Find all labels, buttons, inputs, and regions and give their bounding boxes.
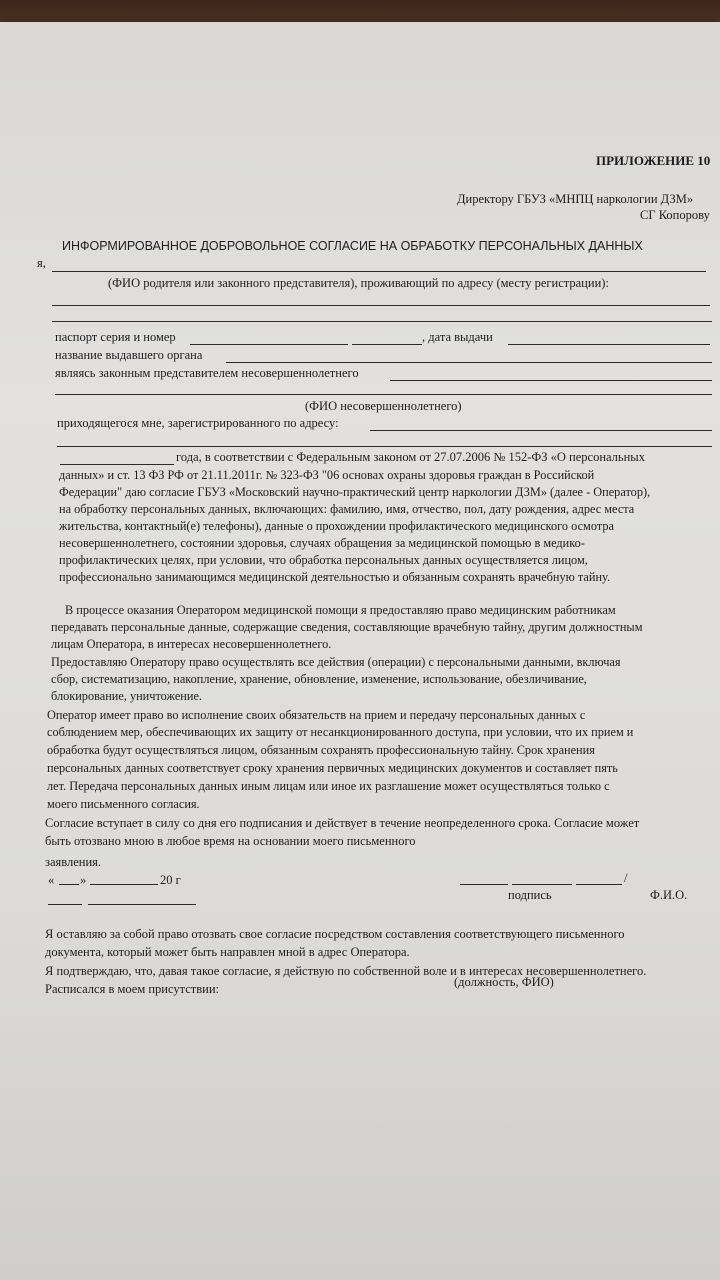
p4-line-4: персональных данных соответствует сроку хранения первичных медицинских документов и составляет пять: [47, 761, 618, 775]
p2-line-1: В процессе оказания Оператором медицинской помощи я предоставляю право медицинским работникам: [65, 603, 616, 617]
date-month-line: [90, 884, 158, 885]
address-line-2: [52, 321, 712, 322]
document-page: [0, 22, 720, 1280]
p5-line-2: быть отозвано мною в любое время на основании моего письменного: [45, 834, 416, 848]
signature-caption: подпись: [508, 888, 552, 902]
signature-slash: /: [624, 871, 628, 885]
document-title: ИНФОРМИРОВАННОЕ ДОБРОВОЛЬНОЕ СОГЛАСИЕ НА ОБРАБОТКУ ПЕРСОНАЛЬНЫХ ДАННЫХ: [62, 239, 643, 253]
minor-fio-line: [390, 380, 712, 381]
p1-line-4: на обработку персональных данных, включающих: фамилию, имя, отчество, пол, дату рождения, адрес места: [59, 502, 635, 516]
p1-line-6: несовершеннолетнего, состоянии здоровья, случаях обращения за медицинской помощью в медико-: [59, 536, 585, 550]
p1-line-7: профилактических целях, при условии, что обработка персональных данных осуществляется лицом,: [59, 553, 588, 567]
fio-parent-line: [52, 271, 706, 272]
p3-line-2: сбор, систематизацию, накопление, хранение, обновление, изменение, использование, обезличивание,: [51, 672, 587, 686]
p6-line-2: документа, который может быть направлен мной в адрес Оператора.: [45, 945, 410, 959]
p3-line-3: блокирование, уничтожение.: [51, 689, 202, 703]
i-label: я,: [37, 256, 46, 270]
fio-caption: Ф.И.О.: [650, 888, 688, 902]
extra-line-1: [48, 904, 82, 905]
issue-date-line: [508, 344, 710, 345]
passport-number-line: [190, 344, 348, 345]
date-year: 20 г: [160, 873, 181, 887]
signed-label: Расписался в моем присутствии:: [45, 982, 220, 996]
p3-line-1: Предоставляю Оператору право осуществлять все действия (операции) с персональными данными, включая: [51, 655, 621, 669]
address-line-1: [52, 305, 710, 306]
p4-line-6: моего письменного согласия.: [47, 797, 200, 811]
p1-line-2: данных» и ст. 13 ФЗ РФ от 21.11.2011г. № 323-ФЗ "06 основах охраны здоровья граждан в Российской: [59, 468, 595, 482]
minor-address-label: приходящегося мне, зарегистрированного по адресу:: [57, 416, 339, 430]
issue-date-label: , дата выдачи: [422, 330, 493, 344]
date-day-line: [59, 884, 79, 885]
p1-line-3: Федерации" даю согласие ГБУЗ «Московский научно-практический центр наркологии ДЗМ» (далее - Оператор),: [59, 485, 651, 499]
passport-extra-line: [352, 344, 422, 345]
addressee-line-1: Директору ГБУЗ «МНПЦ наркологии ДЗМ»: [457, 192, 694, 206]
representative-label: являясь законным представителем несовершеннолетнего: [55, 366, 359, 380]
p6-line-1: Я оставляю за собой право отозвать свое согласие посредством составления соответствующего письменного: [45, 927, 625, 941]
p5-line-1: Согласие вступает в силу со дня его подписания и действует в течение неопределенного срока. Согласие может: [45, 816, 640, 830]
fio-parent-caption: (ФИО родителя или законного представителя), проживающий по адресу (месту регистрации):: [108, 276, 609, 290]
p7-line: Я подтверждаю, что, давая такое согласие, я действую по собственной воле и в интересах несовершеннолетнего.: [45, 964, 647, 978]
addressee-line-2: СГ Копорову: [640, 208, 710, 222]
fio-minor-caption: (ФИО несовершеннолетнего): [305, 399, 462, 413]
p1-line-1: года, в соответствии с Федеральным законом от 27.07.2006 № 152-ФЗ «О персональных: [176, 450, 645, 464]
date-blank-line: [60, 464, 174, 465]
position-caption: (должность, ФИО): [454, 975, 554, 989]
signature-line-3: [576, 884, 622, 885]
p4-line-2: соблюдением мер, обеспечивающих их защиту от несанкционированного доступа, при условии, что их прием и: [47, 725, 634, 739]
p1-line-5: жительства, контактный(е) телефоны), данные о прохождении профилактического медицинского осмотра: [59, 519, 614, 533]
p4-line-1: Оператор имеет право во исполнение своих обязательств на прием и передачу персональных данных с: [47, 708, 586, 722]
issuer-label: название выдавшего органа: [55, 348, 203, 362]
minor-address-line-1: [370, 430, 712, 431]
date-open-quote: «: [48, 873, 55, 887]
p5-line-3: заявления.: [45, 855, 102, 869]
appendix-number: ПРИЛОЖЕНИЕ 10: [596, 153, 711, 168]
p2-line-2: передавать персональные данные, содержащие сведения, составляющие врачебную тайну, другим должностным: [51, 620, 643, 634]
passport-label: паспорт серия и номер: [55, 330, 176, 344]
issuer-line: [226, 362, 712, 363]
extra-line-2: [88, 904, 196, 905]
p2-line-3: лицам Оператора, в интересах несовершеннолетнего.: [51, 637, 332, 651]
p1-line-8: профессионально занимающимся медицинской деятельностью и обязанным сохранять врачебную тайну.: [59, 570, 611, 584]
date-close-quote: »: [80, 873, 87, 887]
signature-line-2: [512, 884, 572, 885]
minor-fio-line-2: [55, 394, 712, 395]
p4-line-3: обработка будут осуществляться лицом, обязанным сохранять профессиональную тайну. Срок хранения: [47, 743, 595, 757]
minor-address-line-2: [57, 446, 712, 447]
p4-line-5: лет. Передача персональных данных иным лицам или иное их разглашение может осуществляться только с: [47, 779, 610, 793]
signature-line-1: [460, 884, 508, 885]
